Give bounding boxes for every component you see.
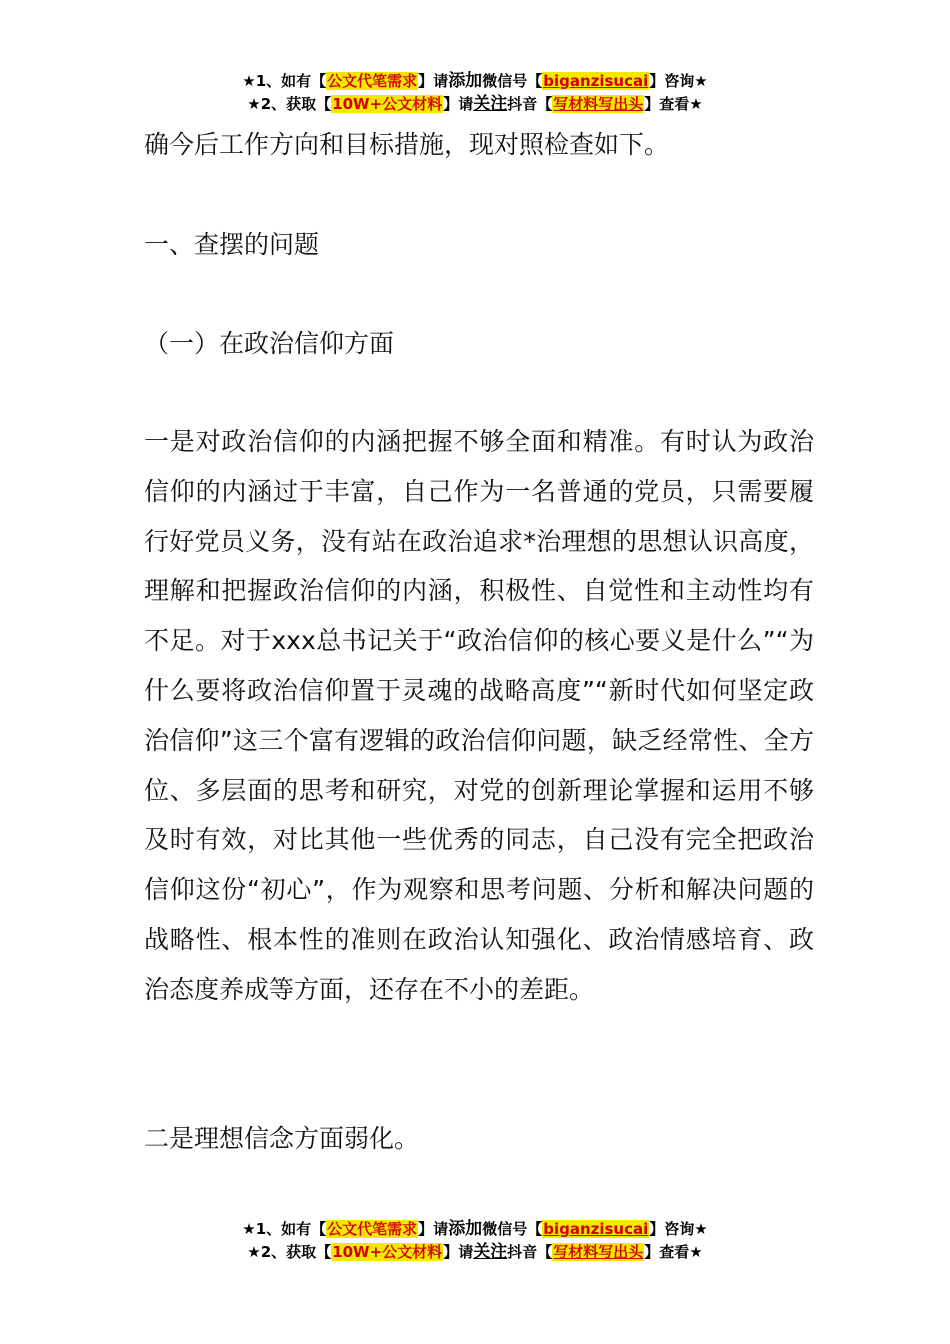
footer-line-2: ★2、获取【10W+公文材料】请关注抖音【写材料写出头】查看★ [247, 1242, 703, 1262]
douyin-account[interactable]: 写材料写出头 [553, 95, 644, 113]
paragraph-ideals-weakened: 二是理想信念方面弱化。 [144, 1124, 420, 1153]
footer-banner [0, 1218, 950, 1264]
header-banner [0, 70, 950, 116]
highlight-materials: 10W+公文材料 [332, 1243, 443, 1261]
footer-line-1: ★1、如有【公文代笔需求】请添加微信号【biganzisucai】咨询★ [242, 1219, 708, 1239]
subsection-heading: （一）在政治信仰方面 [144, 329, 395, 358]
paragraph-political-belief: 一是对政治信仰的内涵把握不够全面和精准。有时认为政治信仰的内涵过于丰富，自己作为一名普通的党员，只需要履行好党员义务，没有站在政治追求*治理想的思想认识高度，理解和把握政治信仰的内涵，积极性、自觉性和主动性均有不足。对于xxx总书记关于“政治信仰的核心要义是什么”“为什么要将政治信仰置于灵魂的战略高度”“新时代如何坚定政治信仰”这三个富有逻辑的政治信仰问题，缺乏经常性、全方位、多层面的思考和研究，对党的创新理论掌握和运用不够及时有效，对比其他一些优秀的同志，自己没有完全把政治信仰这份“初心”，作为观察和思考问题、分析和解决问题的战略性、根本性的准则在政治认知强化、政治情感培育、政治态度养成等方面，还存在不小的差距。 [144, 427, 814, 1004]
wechat-id[interactable]: biganzisucai [543, 1220, 649, 1238]
banner-line-1: ★1、如有【公文代笔需求】请添加微信号【biganzisucai】咨询★ [242, 71, 708, 91]
section-heading: 一、查摆的问题 [144, 230, 320, 259]
continuation-line: 确今后工作方向和目标措施，现对照检查如下。 [144, 130, 670, 159]
highlight-materials: 10W+公文材料 [332, 95, 443, 113]
banner-line-2: ★2、获取【10W+公文材料】请关注抖音【写材料写出头】查看★ [247, 94, 703, 114]
highlight-service: 公文代笔需求 [327, 1220, 418, 1238]
douyin-account[interactable]: 写材料写出头 [553, 1243, 644, 1261]
highlight-service: 公文代笔需求 [327, 72, 418, 90]
wechat-id[interactable]: biganzisucai [543, 72, 649, 90]
